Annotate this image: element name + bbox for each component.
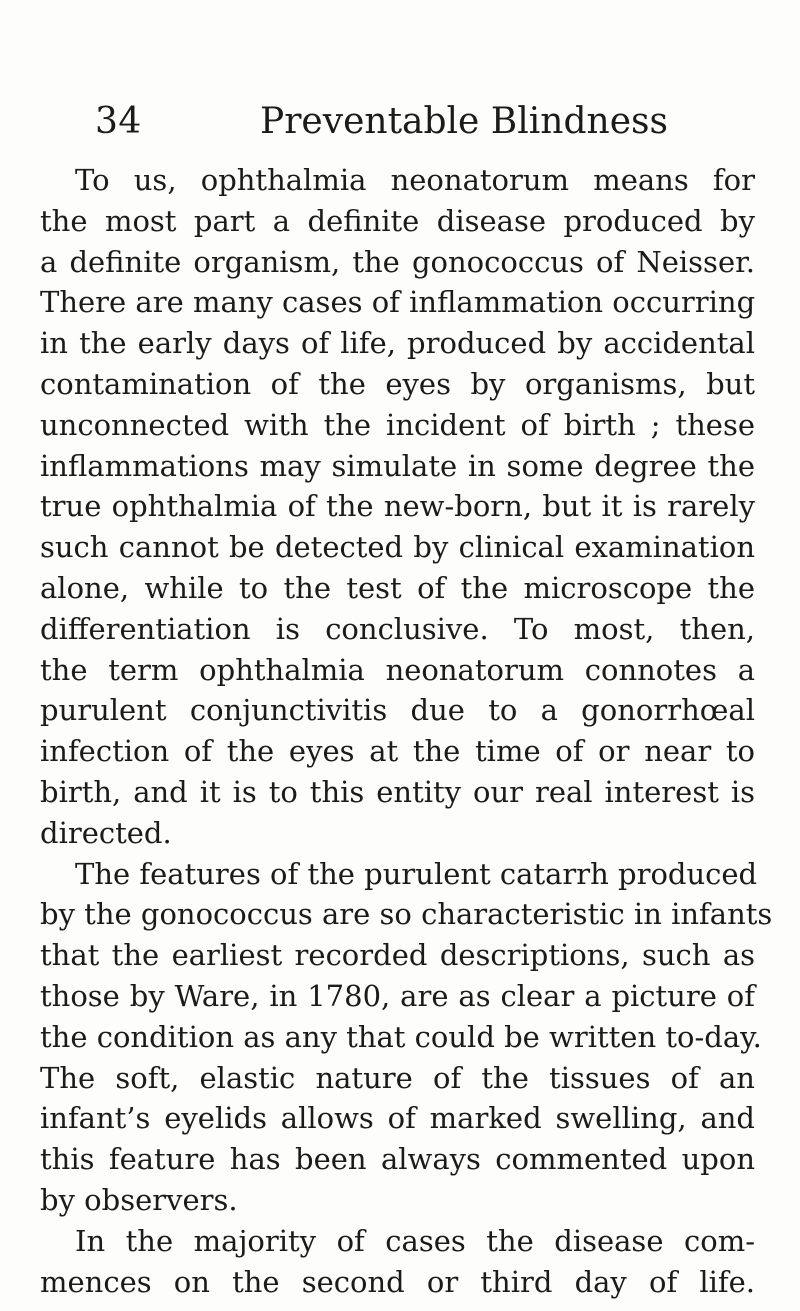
- text-line: by the gonococcus are so characteristic in infants: [40, 897, 773, 932]
- text-line: the most part a definite disease produced by: [40, 203, 755, 238]
- text-line: that the earliest recorded descriptions, such as: [40, 938, 755, 973]
- running-header: [95, 96, 755, 148]
- text-line: directed.: [40, 815, 172, 850]
- text-line: The soft, elastic nature of the tissues of an: [40, 1060, 755, 1095]
- text-line: this feature has been always commented upon: [40, 1142, 755, 1177]
- text-line: those by Ware, in 1780, are as clear a picture of: [40, 978, 755, 1013]
- text-line: In the majority of cases the disease com-: [75, 1223, 755, 1258]
- text-line: contamination of the eyes by organisms, but: [40, 366, 755, 401]
- text-line: infection of the eyes at the time of or near to: [40, 734, 755, 769]
- text-line: purulent conjunctivitis due to a gonorrhœal: [40, 693, 755, 728]
- text-line: by observers.: [40, 1182, 238, 1217]
- text-line: To us, ophthalmia neonatorum means for: [75, 163, 755, 197]
- text-line: inflammations may simulate in some degree the: [40, 448, 755, 483]
- text-line: unconnected with the incident of birth ; these: [40, 407, 755, 442]
- text-line: in the early days of life, produced by accidental: [40, 326, 755, 361]
- text-line: alone, while to the test of the microscope the: [40, 570, 755, 605]
- text-line: a definite organism, the gonococcus of Neisser.: [40, 244, 755, 279]
- text-line: such cannot be detected by clinical examination: [40, 530, 755, 565]
- text-line: mences on the second or third day of life.: [40, 1264, 755, 1299]
- text-line: The features of the purulent catarrh produced: [75, 856, 758, 891]
- text-line: differentiation is conclusive. To most, then,: [40, 611, 755, 646]
- text-line: There are many cases of inflammation occurring: [40, 285, 756, 320]
- text-line: the condition as any that could be written to-day.: [40, 1019, 762, 1054]
- text-line: infant’s eyelids allows of marked swelling, and: [40, 1101, 755, 1136]
- body-text: [40, 160, 773, 1302]
- text-line: birth, and it is to this entity our real interest is: [40, 774, 755, 809]
- text-line: true ophthalmia of the new-born, but it is rarely: [40, 489, 755, 524]
- page-number: 34: [95, 101, 142, 142]
- running-title: Preventable Blindness: [260, 101, 668, 142]
- text-line: the term ophthalmia neonatorum connotes a: [40, 652, 755, 687]
